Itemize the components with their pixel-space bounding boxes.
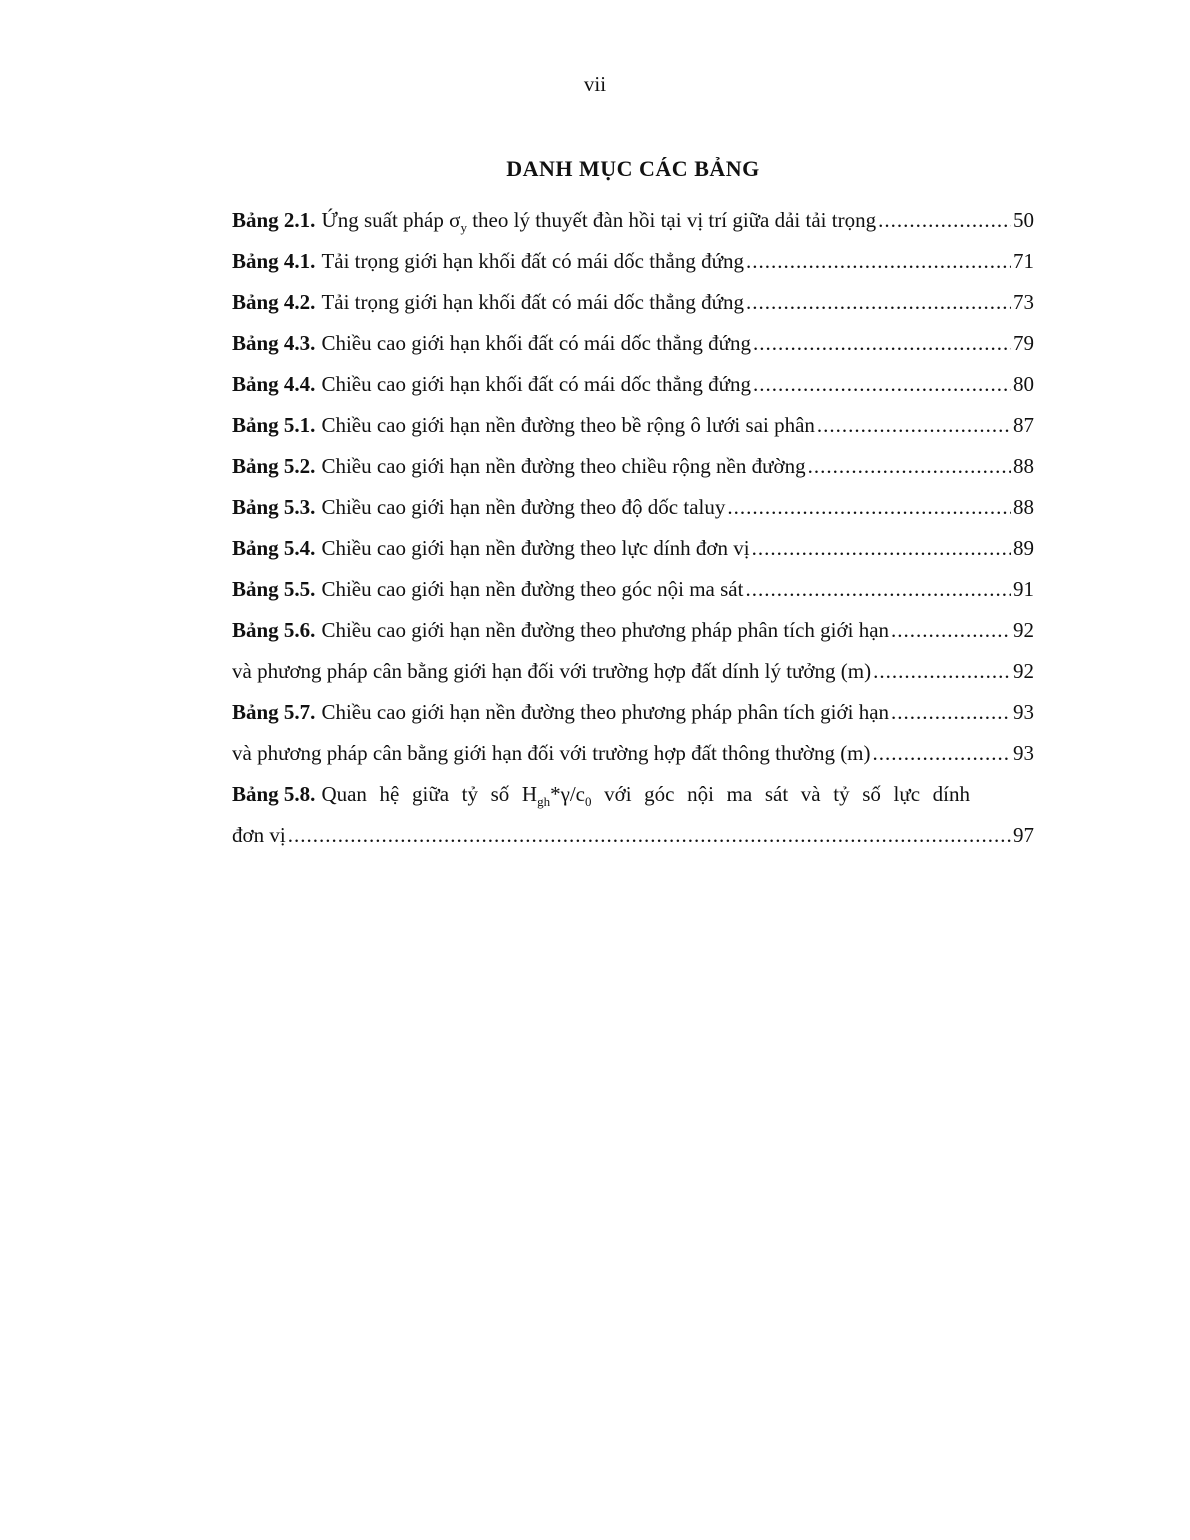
table-label: Bảng 5.7.: [232, 700, 316, 724]
table-page-number: 93: [1013, 700, 1034, 724]
list-item[interactable]: [232, 200, 1034, 241]
list-item[interactable]: [232, 610, 1034, 651]
dot-leader: [891, 692, 1011, 733]
list-item[interactable]: [232, 815, 1034, 856]
table-page-number: 71: [1013, 249, 1034, 273]
table-caption: Chiều cao giới hạn nền đường theo phương pháp phân tích giới hạn: [321, 700, 890, 724]
dot-leader: [753, 364, 1011, 405]
table-label: Bảng 4.1.: [232, 249, 316, 273]
list-item[interactable]: [232, 733, 1034, 774]
table-caption: Chiều cao giới hạn nền đường theo độ dốc taluy: [321, 495, 726, 519]
table-page-number: 88: [1013, 495, 1034, 519]
table-page-number: 73: [1013, 290, 1034, 314]
table-page-number: 97: [1013, 823, 1034, 847]
list-item[interactable]: [232, 323, 1034, 364]
table-caption: Chiều cao giới hạn nền đường theo bề rộng ô lưới sai phân: [321, 413, 815, 437]
table-label: Bảng 5.2.: [232, 454, 316, 478]
table-caption-continued: đơn vị: [232, 823, 286, 847]
list-item[interactable]: [232, 241, 1034, 282]
table-label: Bảng 5.3.: [232, 495, 316, 519]
dot-leader: [817, 405, 1011, 446]
table-caption-continued: và phương pháp cân bằng giới hạn đối với trường hợp đất dính lý tưởng (m): [232, 659, 872, 683]
table-page-number: 50: [1013, 208, 1034, 232]
dot-leader: [891, 610, 1011, 651]
dot-leader: [727, 487, 1011, 528]
table-caption: Chiều cao giới hạn nền đường theo góc nội ma sát: [321, 577, 744, 601]
table-label: Bảng 4.4.: [232, 372, 316, 396]
table-page-number: 87: [1013, 413, 1034, 437]
dot-leader: [878, 200, 1011, 241]
table-page-number: 93: [1013, 741, 1034, 765]
list-item[interactable]: [232, 569, 1034, 610]
table-caption: Chiều cao giới hạn khối đất có mái dốc thẳng đứng: [321, 331, 751, 355]
table-page-number: 88: [1013, 454, 1034, 478]
dot-leader: [873, 651, 1011, 692]
dot-leader: [745, 569, 1011, 610]
dot-leader: [746, 282, 1011, 323]
list-item[interactable]: [232, 446, 1034, 487]
table-list: [232, 200, 1034, 856]
table-label: Bảng 2.1.: [232, 208, 316, 232]
table-label: Bảng 5.8.: [232, 782, 316, 806]
table-caption: Chiều cao giới hạn nền đường theo chiều rộng nền đường: [321, 454, 806, 478]
table-caption-continued: và phương pháp cân bằng giới hạn đối với trường hợp đất thông thường (m): [232, 741, 871, 765]
table-caption: Chiều cao giới hạn nền đường theo lực dính đơn vị: [321, 536, 750, 560]
table-label: Bảng 5.1.: [232, 413, 316, 437]
list-item[interactable]: [232, 282, 1034, 323]
table-label: Bảng 5.5.: [232, 577, 316, 601]
table-label: Bảng 5.6.: [232, 618, 316, 642]
table-page-number: 91: [1013, 577, 1034, 601]
list-item[interactable]: [232, 364, 1034, 405]
list-item[interactable]: [232, 405, 1034, 446]
table-caption: Tải trọng giới hạn khối đất có mái dốc thẳng đứng: [321, 249, 745, 273]
table-label: Bảng 4.2.: [232, 290, 316, 314]
dot-leader: [753, 323, 1011, 364]
table-page-number: 80: [1013, 372, 1034, 396]
table-page-number: 92: [1013, 659, 1034, 683]
dot-leader: [288, 815, 1011, 856]
dot-leader: [808, 446, 1011, 487]
table-page-number: 92: [1013, 618, 1034, 642]
list-item[interactable]: [232, 651, 1034, 692]
table-page-number: 79: [1013, 331, 1034, 355]
table-caption: Quan hệ giữa tỷ số $H_{gh}*\gamma/c_0$ với góc nội ma sát và tỷ số lực dính: [321, 782, 970, 810]
list-item[interactable]: [232, 692, 1034, 733]
table-page-number: 89: [1013, 536, 1034, 560]
table-caption: Chiều cao giới hạn khối đất có mái dốc thẳng đứng: [321, 372, 751, 396]
table-caption: Ứng suất pháp $\sigma_y$ theo lý thuyết đàn hồi tại vị trí giữa dải tải trọng: [321, 208, 877, 236]
table-label: Bảng 4.3.: [232, 331, 316, 355]
table-caption: Chiều cao giới hạn nền đường theo phương pháp phân tích giới hạn: [321, 618, 890, 642]
dot-leader: [746, 241, 1011, 282]
dot-leader: [752, 528, 1011, 569]
list-item[interactable]: [232, 487, 1034, 528]
page-title: DANH MỤC CÁC BẢNG: [506, 156, 760, 181]
dot-leader: [873, 733, 1011, 774]
list-item[interactable]: [232, 528, 1034, 569]
table-caption: Tải trọng giới hạn khối đất có mái dốc thẳng đứng: [321, 290, 745, 314]
list-item[interactable]: [232, 774, 1034, 815]
table-label: Bảng 5.4.: [232, 536, 316, 560]
page-number: vii: [583, 72, 607, 96]
